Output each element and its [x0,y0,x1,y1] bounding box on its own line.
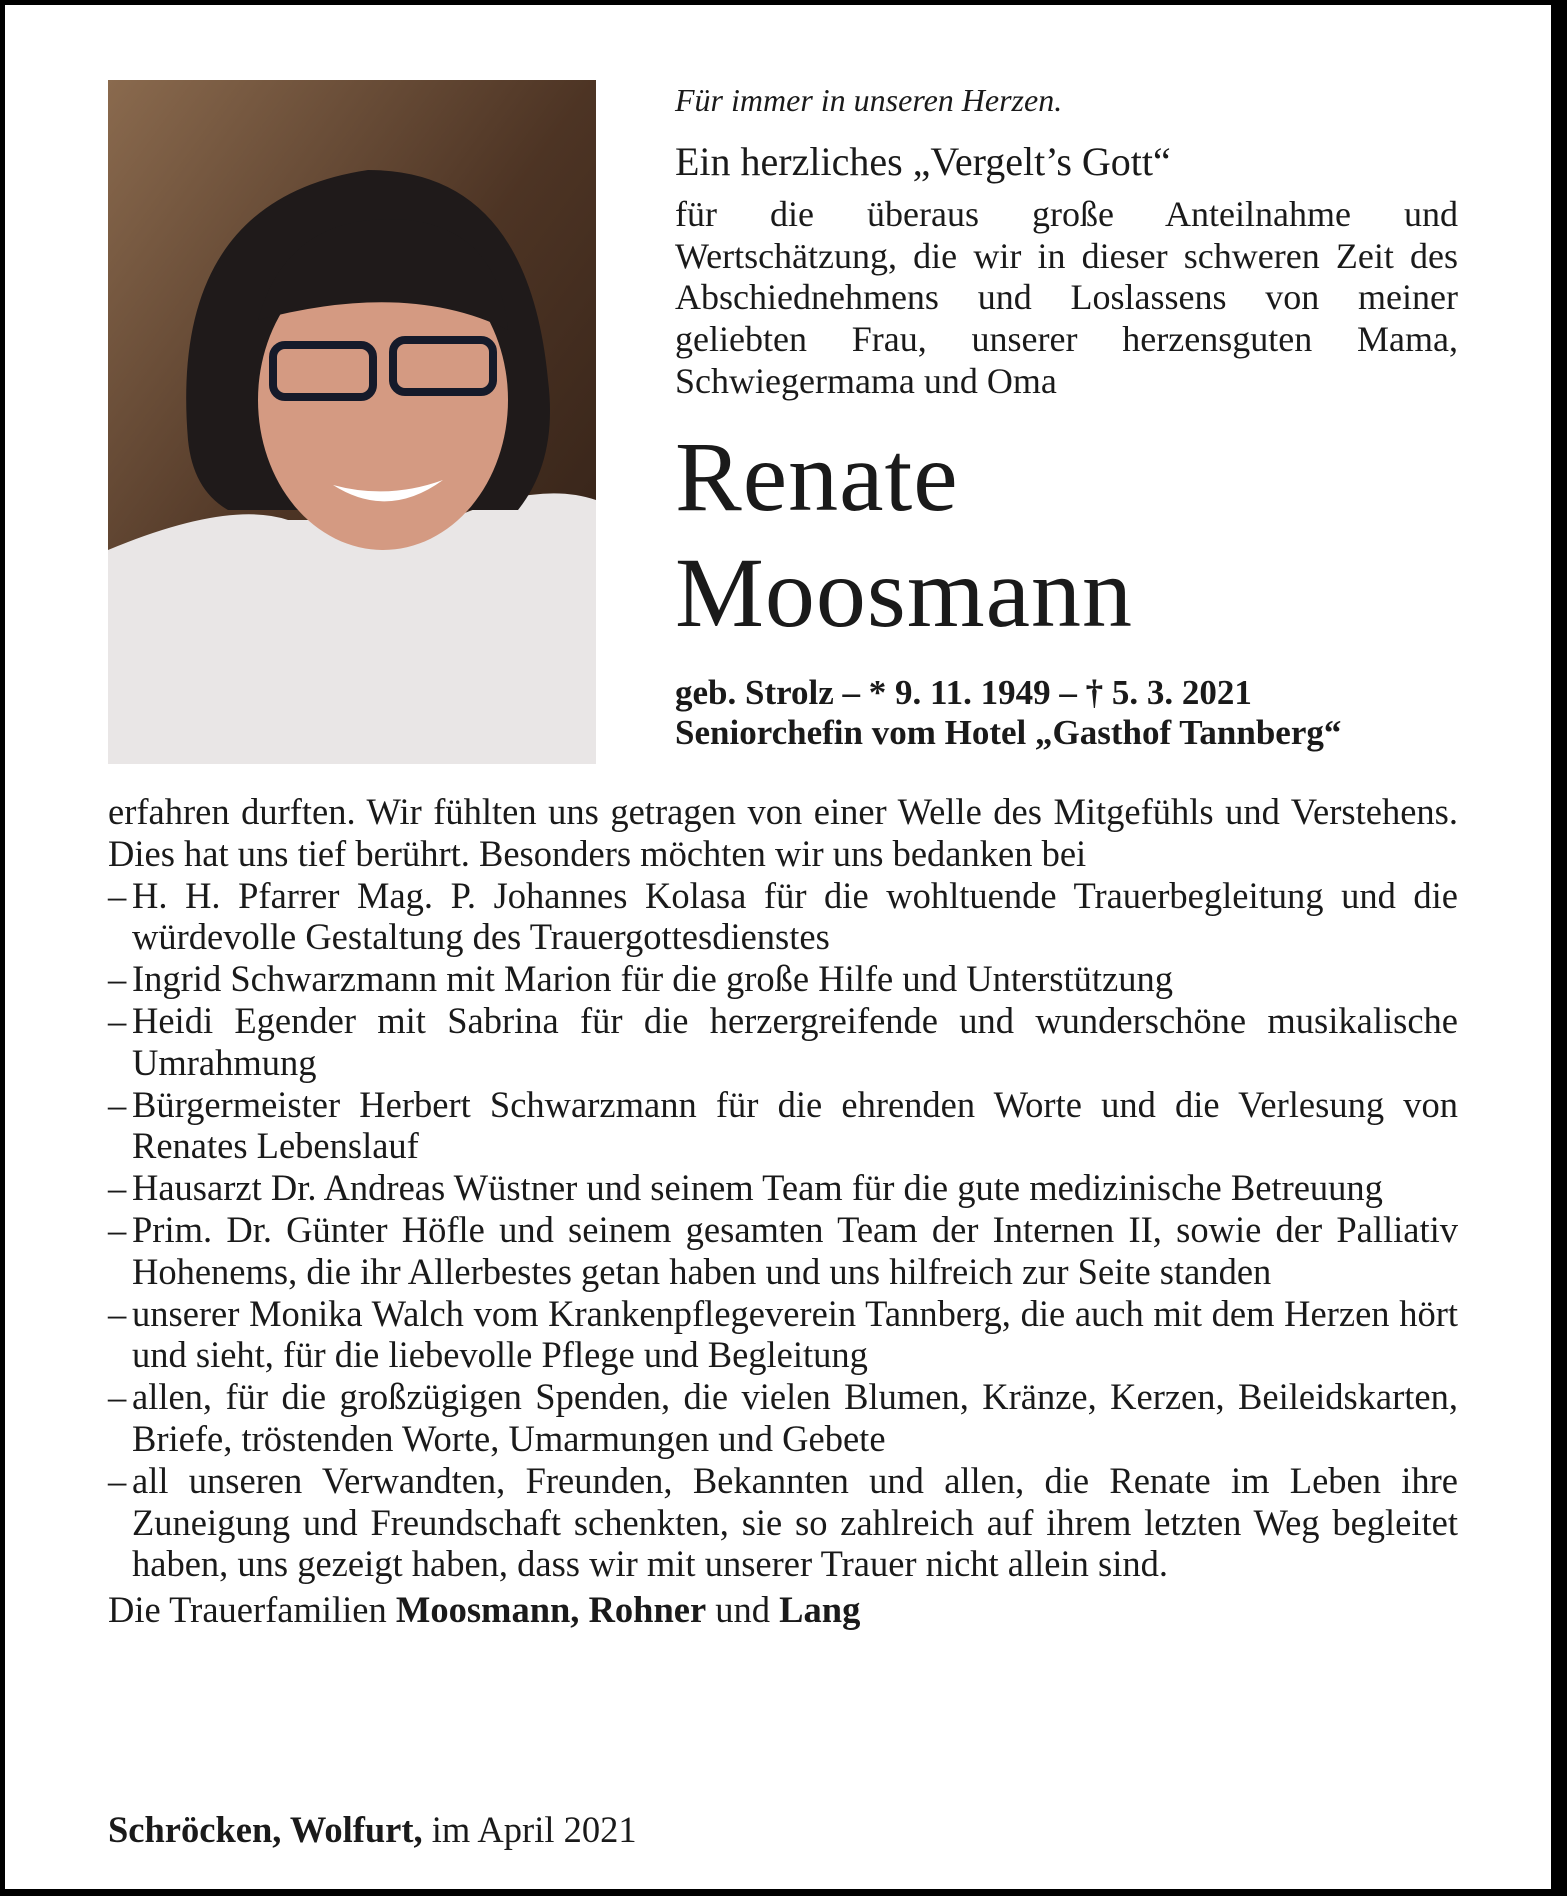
obituary-page [5,5,1551,1889]
signature [108,1589,1458,1631]
footer-place-date [108,1809,637,1851]
header-section [675,80,1458,753]
list-item: – H. H. Pfarrer Mag. P. Johannes Kolasa für die wohltuende Trauerbegleitung und die würdevolle Gestaltung des Trauergottesdienstes [108,875,1458,959]
list-item: – Hausarzt Dr. Andreas Wüstner und seinem Team für die gute medizinische Betreuung [108,1167,1458,1209]
family-name: Rohner [588,1589,707,1631]
signature-prefix: Die Trauerfamilien [108,1589,387,1631]
motto: Für immer in unseren Herzen. [675,82,1063,118]
list-item: – all unseren Verwandten, Freunden, Bekannten und allen, die Renate im Leben ihre Zuneigung und Freundschaft schenkten, sie so zahlreich auf ihrem letzten Weg begleitet haben, uns gezeigt haben, dass wir mit unserer Trauer nicht allein sind. [108,1460,1458,1585]
list-item: – Prim. Dr. Günter Höfle und seinem gesamten Team der Internen II, sowie der Palliativ Hohenems, die ihr Allerbestes getan haben und uns hilfreich zur Seite standen [108,1209,1458,1293]
last-name: Moosmann [675,536,1133,648]
body-intro: erfahren durften. Wir fühlten uns getragen von einer Welle des Mitgefühls und Verstehens. Dies hat uns tief berührt. Besonders möchten wir uns bedanken bei [108,791,1458,874]
family-name: Moosmann, [395,1589,580,1631]
list-item: – allen, für die großzügigen Spenden, die vielen Blumen, Kränze, Kerzen, Beileidskarten, Briefe, tröstenden Worte, Umarmungen und Gebete [108,1376,1458,1460]
deceased-name [675,419,1458,651]
portrait-photo [108,80,596,764]
intro-paragraph: für die überaus große Anteilnahme und Wertschätzung, die wir in dieser schweren Zeit des Abschiednehmens und Loslassens von meiner geliebten Frau, unserer herzensguten Mama, Schwiegermama und Oma [675,194,1458,401]
list-item: – Bürgermeister Herbert Schwarzmann für die ehrenden Worte und die Verlesung von Renates Lebenslauf [108,1084,1458,1168]
signature-conjunction: und [715,1589,771,1631]
footer-date: im April 2021 [431,1809,637,1850]
list-item: – Heidi Egender mit Sabrina für die herzergreifende und wunderschöne musikalische Umrahmung [108,1000,1458,1084]
family-name: Lang [779,1589,861,1631]
thanks-heading: Ein herzliches „Vergelt’s Gott“ [675,139,1171,184]
list-item: – Ingrid Schwarzmann mit Marion für die große Hilfe und Unterstützung [108,958,1458,1000]
thanks-list [108,875,1458,1586]
role-line: Seniorchefin vom Hotel „Gasthof Tannberg“ [675,712,1342,752]
list-item: – unserer Monika Walch vom Krankenpflegeverein Tannberg, die auch mit dem Herzen hört und sieht, für die liebevolle Pflege und Begleitung [108,1293,1458,1377]
footer-places: Schröcken, Wolfurt, [108,1809,423,1850]
birth-death-line: geb. Strolz – * 9. 11. 1949 – † 5. 3. 2021 [675,672,1252,712]
life-details [675,673,1458,753]
first-name: Renate [675,420,959,532]
body-text [108,791,1458,1631]
